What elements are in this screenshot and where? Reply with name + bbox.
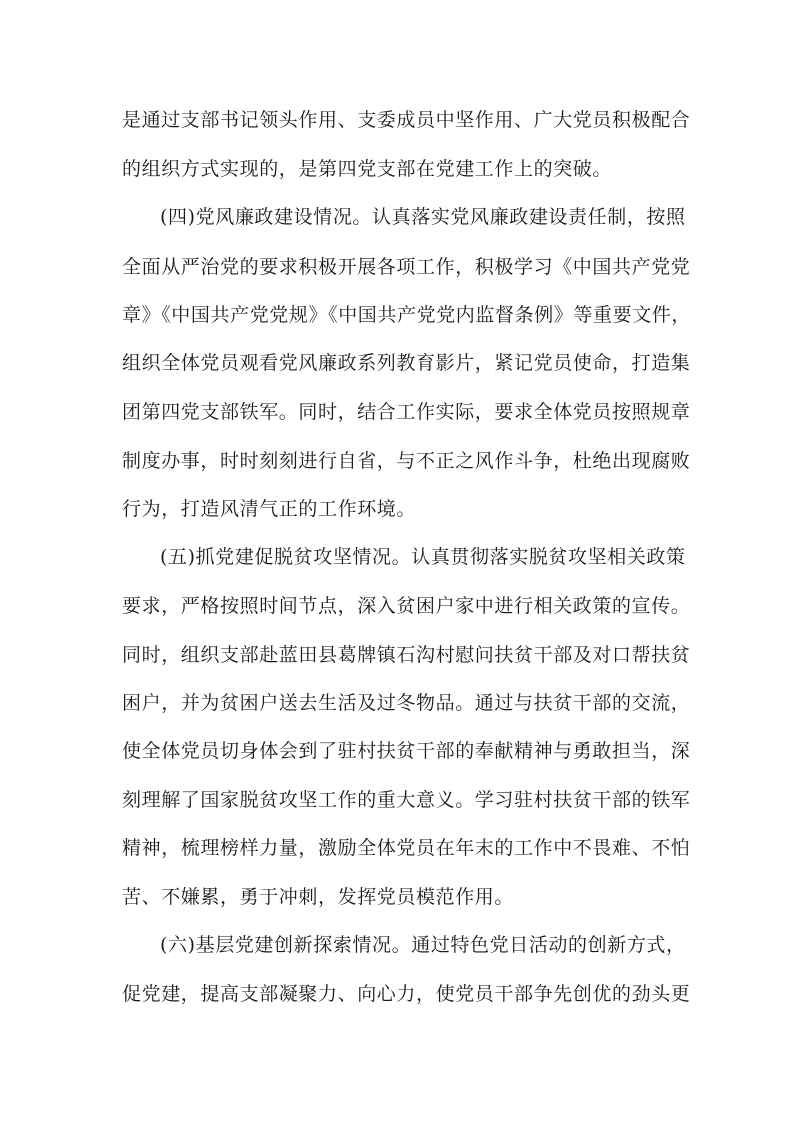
- section-heading-line: (四)党风廉政建设情况。认真落实党风廉政建设责任制，按照: [160, 206, 686, 228]
- section-heading-line: (六)基层党建创新探索情况。通过特色党日活动的创新方式，: [160, 934, 686, 956]
- text-line: 制度办事，时时刻刻进行自省，与不正之风作斗争，杜绝出现腐败: [122, 450, 691, 472]
- text-line: 困户，并为贫困户送去生活及过冬物品。通过与扶贫干部的交流，: [122, 692, 691, 714]
- text-line: 精神，梳理榜样力量，激励全体党员在年末的工作中不畏难、不怕: [122, 837, 691, 859]
- text-line: 行为，打造风清气正的工作环境。: [122, 498, 417, 520]
- section-heading-line: (五)抓党建促脱贫攻坚情况。认真贯彻落实脱贫攻坚相关政策: [160, 546, 686, 568]
- text-line: 全面从严治党的要求积极开展各项工作，积极学习《中国共产党党: [122, 256, 691, 278]
- text-line: 组织全体党员观看党风廉政系列教育影片，紧记党员使命，打造集: [122, 352, 691, 374]
- text-line: 要求，严格按照时间节点，深入贫困户家中进行相关政策的宣传。: [122, 595, 691, 617]
- text-line: 使全体党员切身体会到了驻村扶贫干部的奉献精神与勇敢担当，深: [122, 740, 691, 762]
- text-line: 促党建，提高支部凝聚力、向心力，使党员干部争先创优的劲头更: [122, 983, 691, 1005]
- text-line: 刻理解了国家脱贫攻坚工作的重大意义。学习驻村扶贫干部的铁军: [122, 789, 691, 811]
- text-line: 苦、不嫌累，勇于冲刺，发挥党员模范作用。: [122, 886, 515, 908]
- text-line: 是通过支部书记领头作用、支委成员中坚作用、广大党员积极配合: [122, 109, 691, 131]
- text-line: 章》《中国共产党党规》《中国共产党党内监督条例》等重要文件，: [122, 304, 692, 326]
- text-line: 的组织方式实现的，是第四党支部在党建工作上的突破。: [122, 158, 613, 180]
- text-line: 同时，组织支部赴蓝田县葛牌镇石沟村慰问扶贫干部及对口帮扶贫: [122, 644, 691, 666]
- text-line: 团第四党支部铁军。同时，结合工作实际，要求全体党员按照规章: [122, 401, 691, 423]
